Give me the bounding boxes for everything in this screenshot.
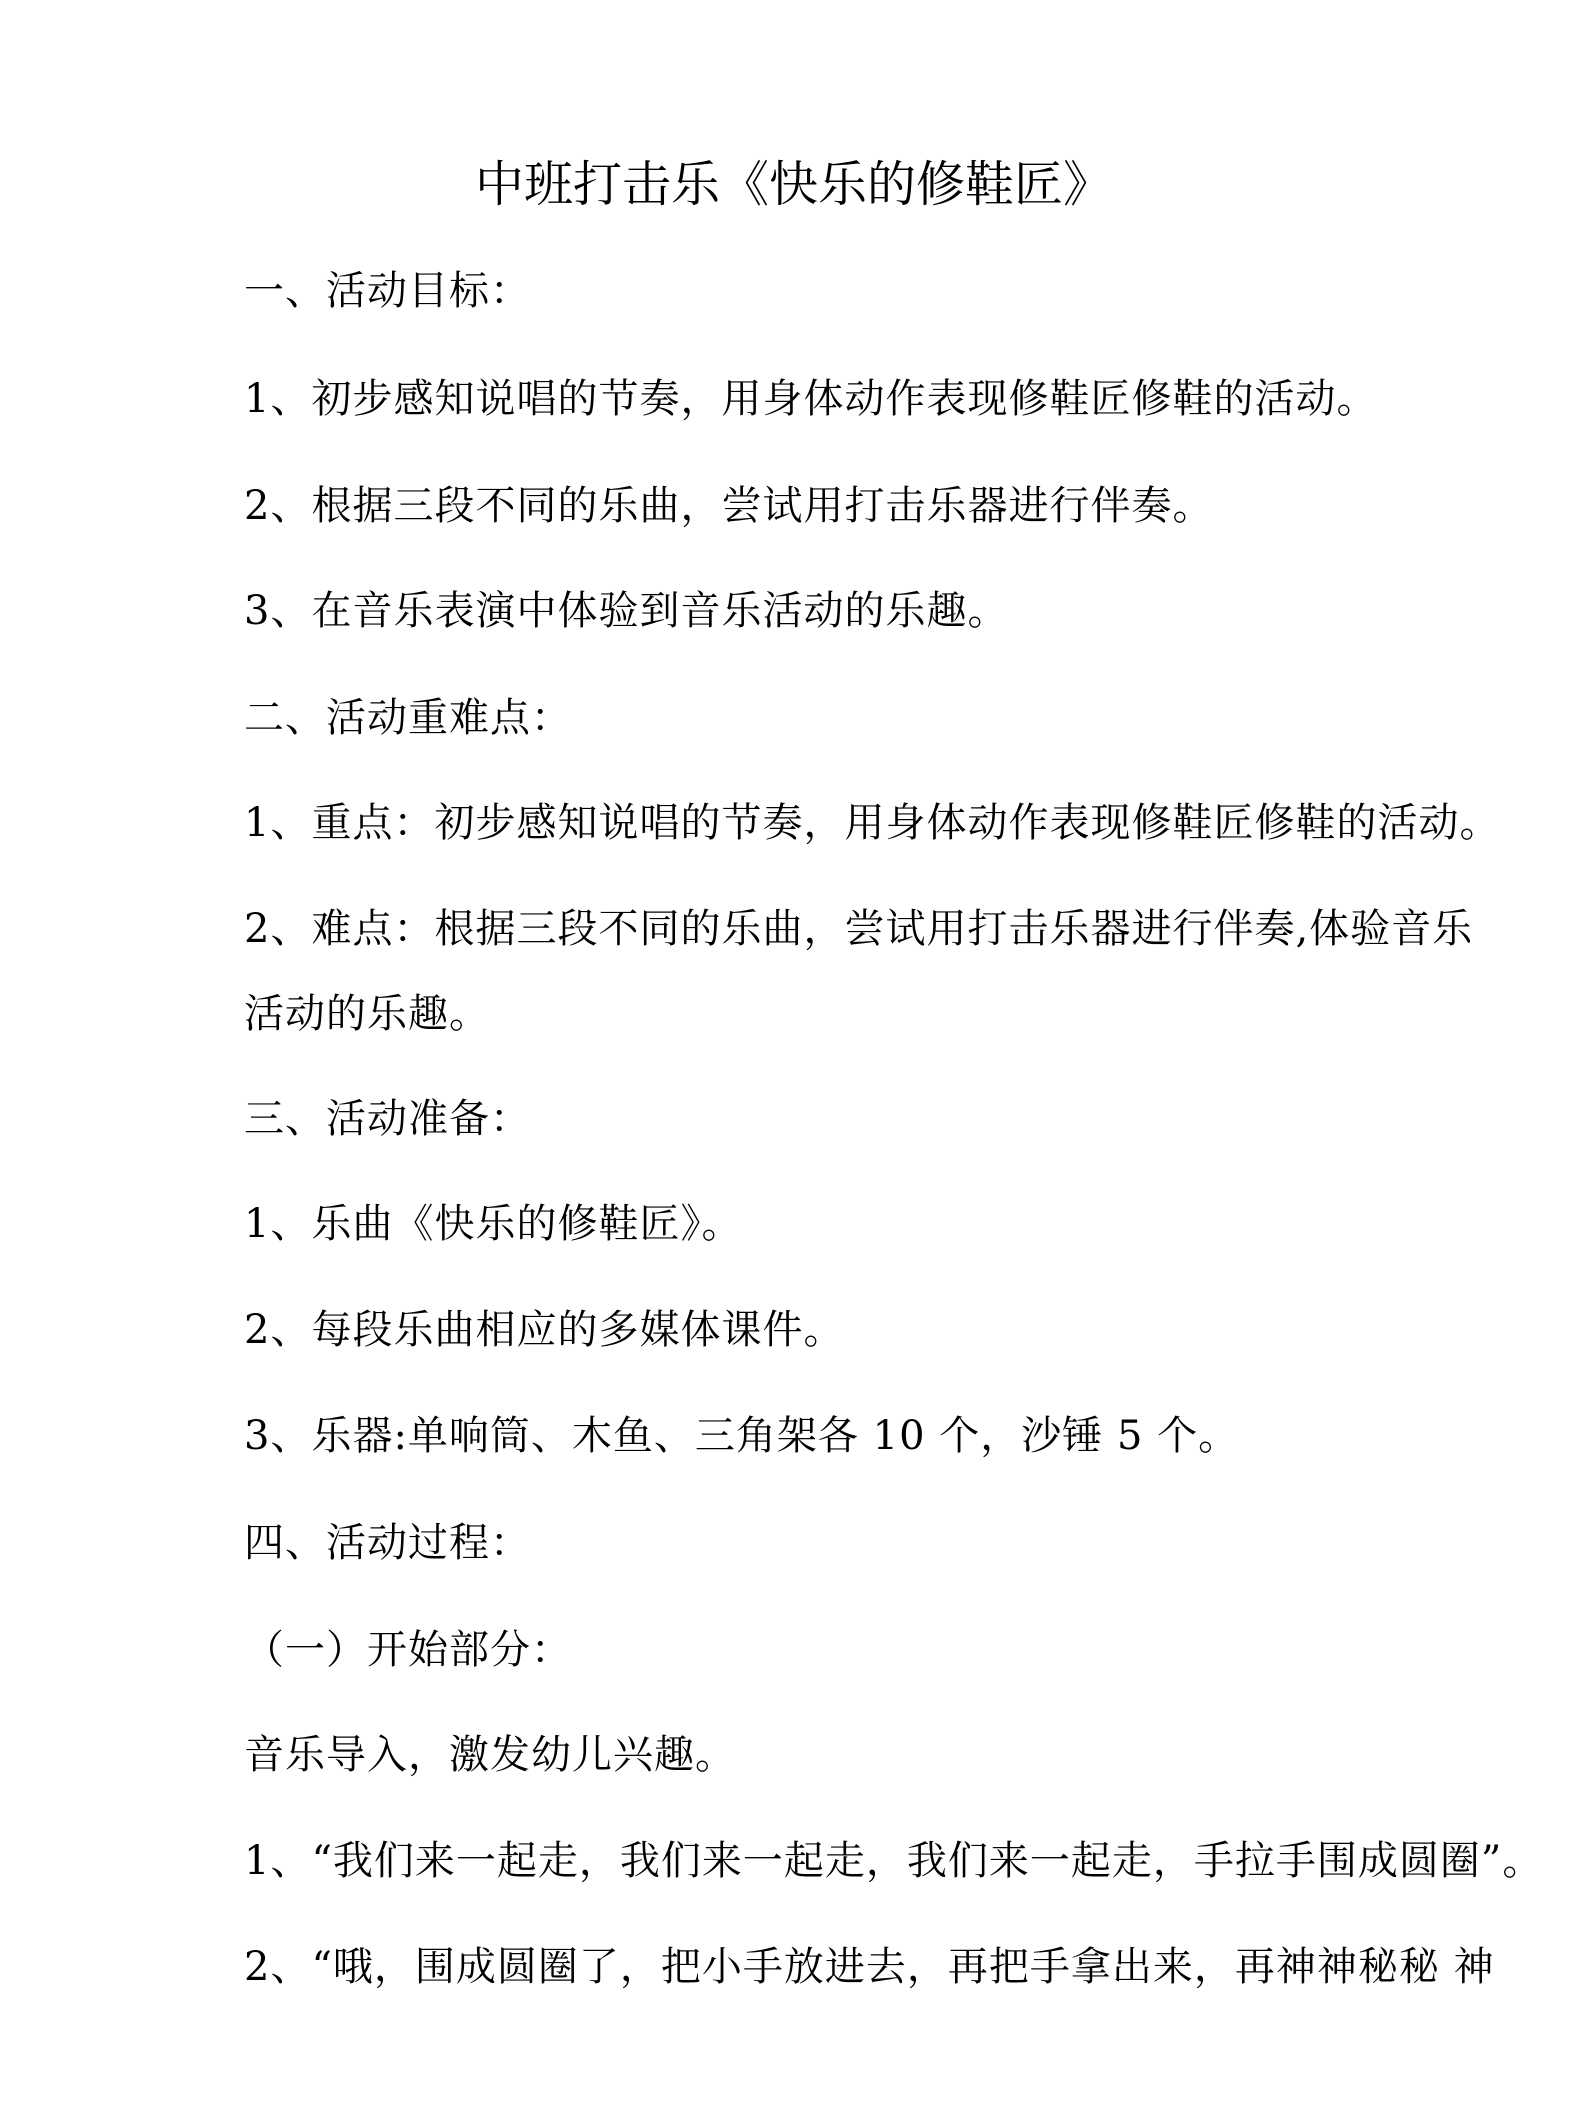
section-heading-key-points: 二、活动重难点： [244, 695, 572, 741]
objective-item-3: 3、在音乐表演中体验到音乐活动的乐趣。 [244, 588, 1009, 634]
section-heading-process: 四、活动过程： [244, 1520, 531, 1566]
key-point-item-2: 2、难点：根据三段不同的乐曲，尝试用打击乐器进行伴奏,体验音乐 [244, 906, 1474, 952]
objective-item-1: 1、初步感知说唱的节奏，用身体动作表现修鞋匠修鞋的活动。 [244, 376, 1378, 422]
opening-item-1: 1、“我们来一起走，我们来一起走，我们来一起走，手拉手围成圆圈”。 [244, 1838, 1544, 1884]
document-title: 中班打击乐《快乐的修鞋匠》 [474, 156, 1112, 213]
section-heading-objectives: 一、活动目标： [244, 268, 531, 314]
key-point-item-2-continued: 活动的乐趣。 [244, 991, 490, 1037]
preparation-item-2: 2、每段乐曲相应的多媒体课件。 [244, 1307, 845, 1353]
preparation-item-1: 1、乐曲《快乐的修鞋匠》。 [244, 1201, 743, 1247]
opening-item-2: 2、“哦，围成圆圈了，把小手放进去，再把手拿出来，再神神秘秘 神 [244, 1944, 1495, 1990]
subsection-heading-opening: （一）开始部分： [244, 1627, 572, 1673]
preparation-item-3: 3、乐器:单响筒、木鱼、三角架各 10 个，沙锤 5 个。 [244, 1413, 1240, 1459]
opening-intro: 音乐导入，激发幼儿兴趣。 [244, 1732, 736, 1778]
section-heading-preparation: 三、活动准备： [244, 1096, 531, 1142]
key-point-item-1: 1、重点：初步感知说唱的节奏，用身体动作表现修鞋匠修鞋的活动。 [244, 800, 1501, 846]
objective-item-2: 2、根据三段不同的乐曲，尝试用打击乐器进行伴奏。 [244, 483, 1214, 529]
